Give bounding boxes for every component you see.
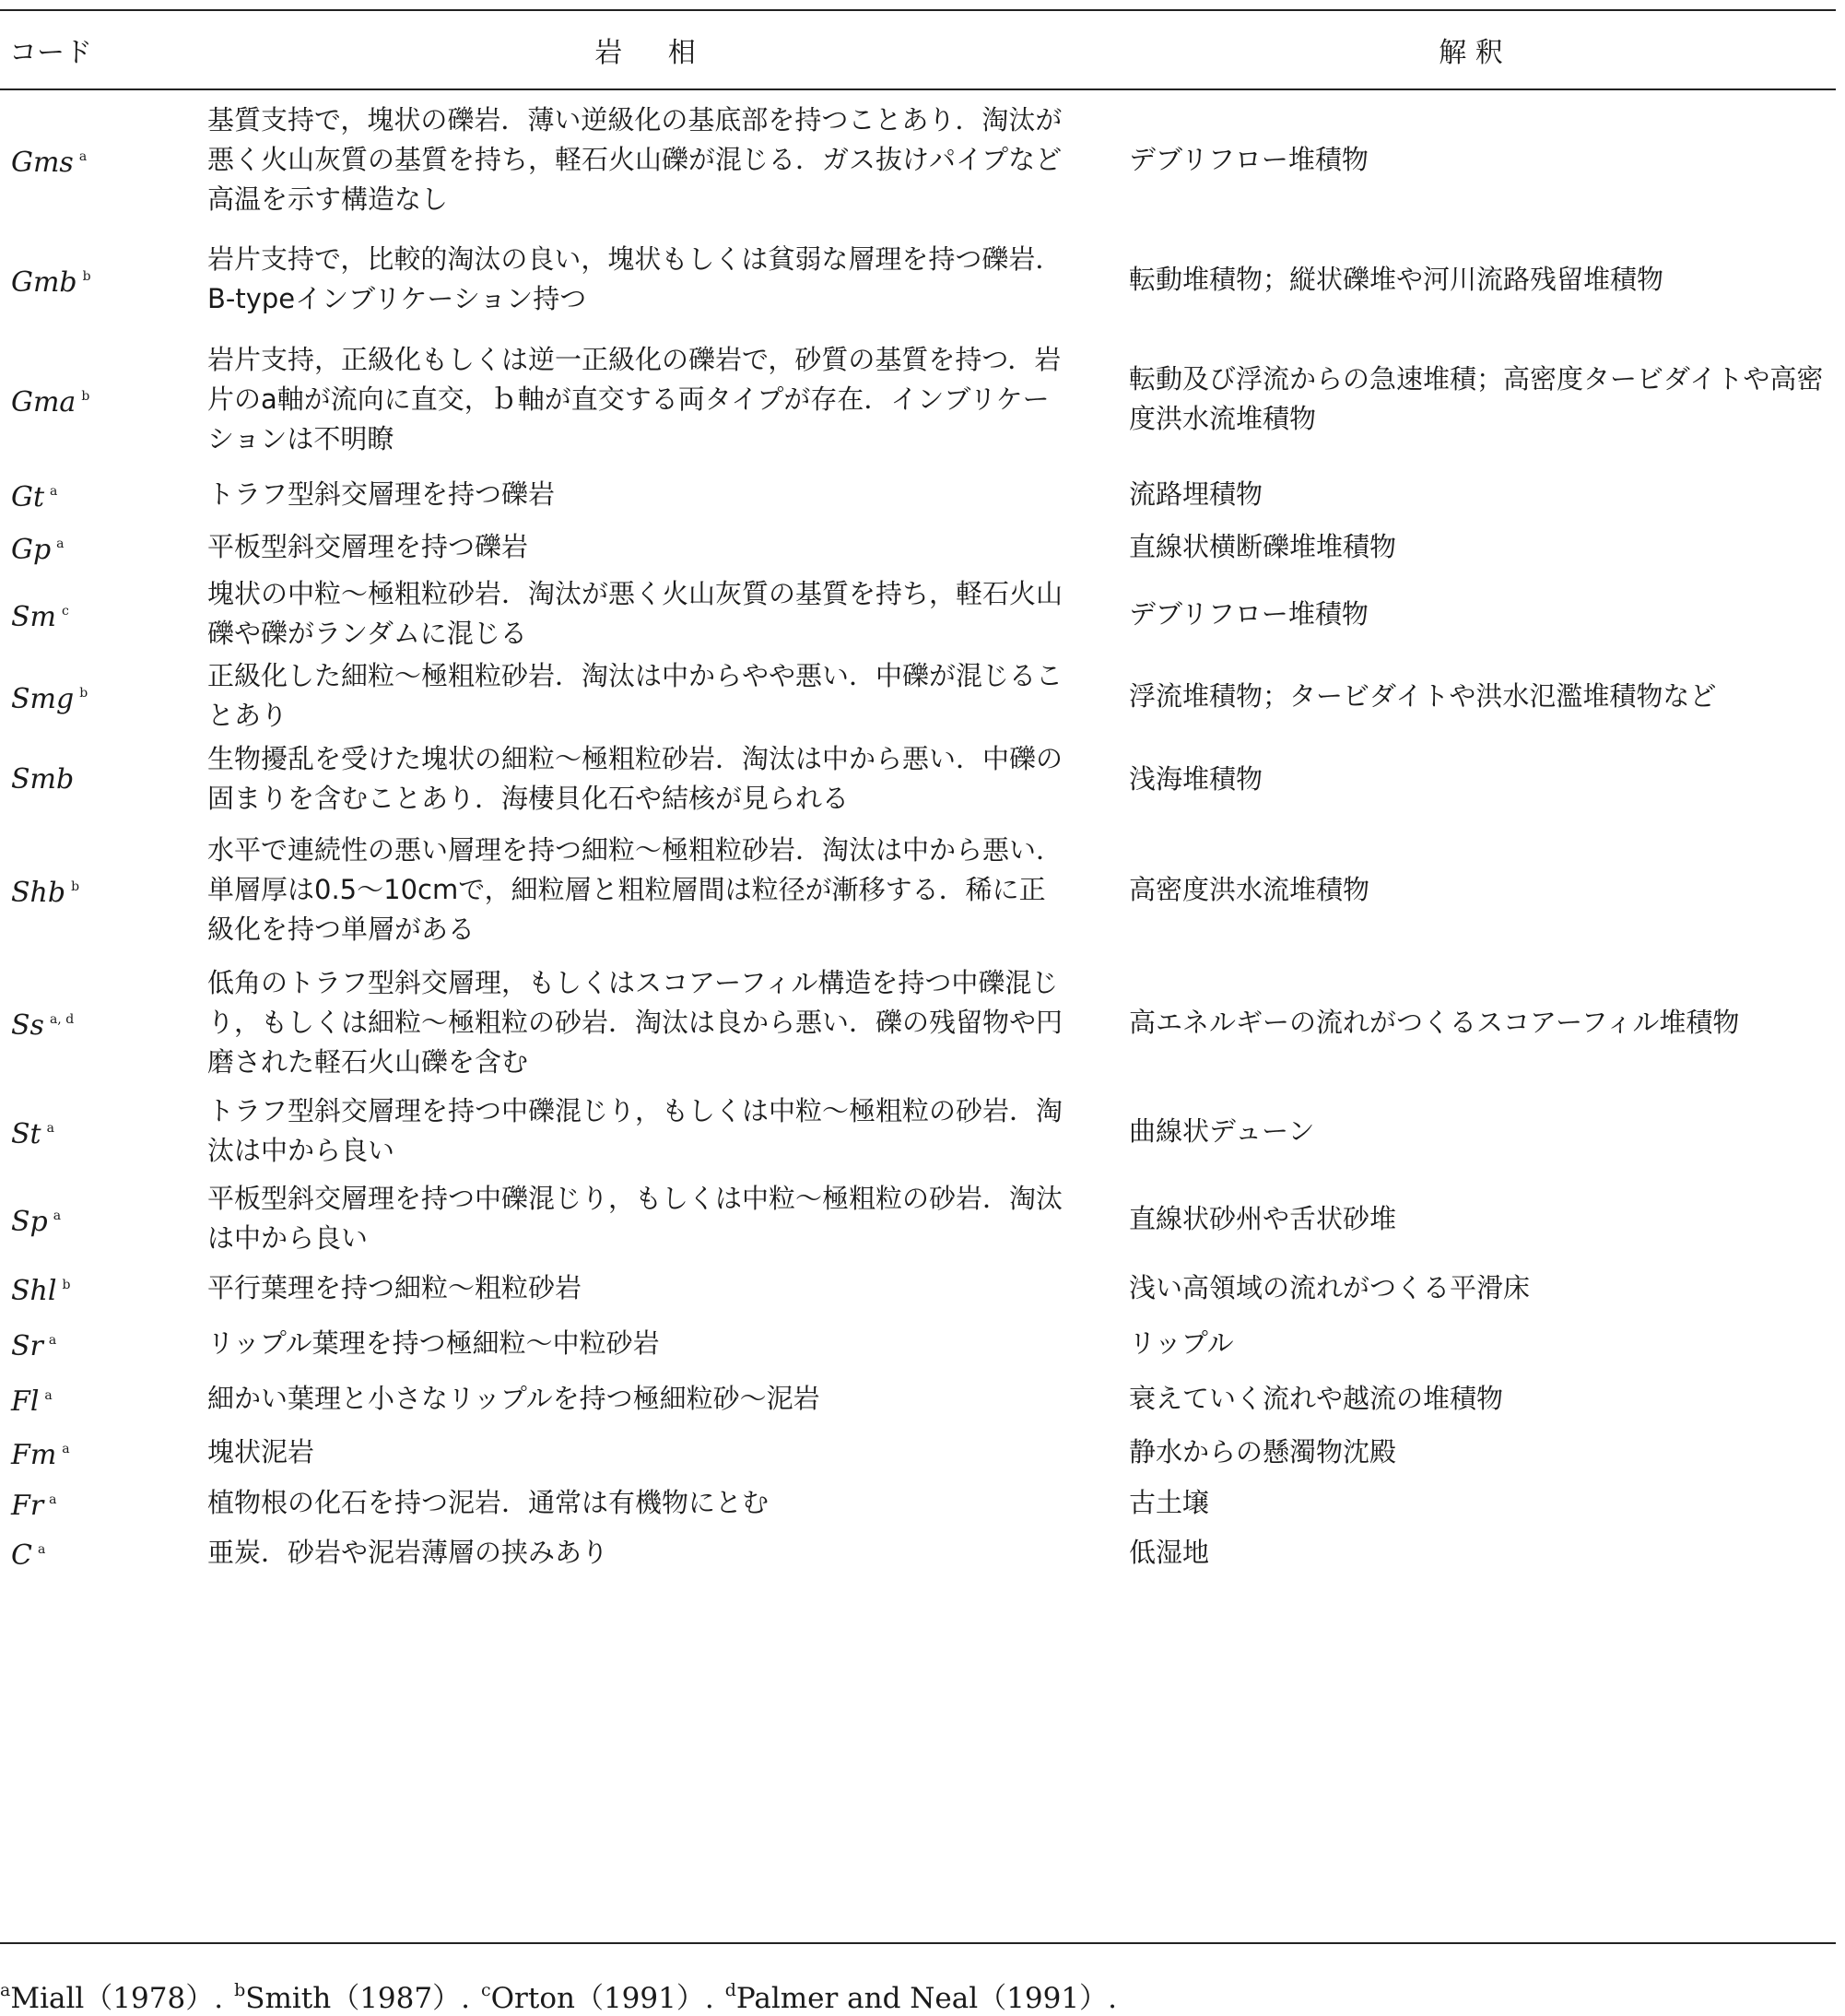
facies-code	[0, 1527, 184, 1577]
interpretation-text: 浮流堆積物；タービダイトや洪水氾濫堆積物など	[1129, 679, 1717, 712]
reference-mark: a	[53, 1208, 62, 1223]
footnote-item	[725, 1982, 1108, 2015]
table-row	[0, 1527, 1836, 1577]
facies-code-text: Sr	[11, 1329, 43, 1362]
footnote-item	[481, 1982, 705, 2015]
header-interpretation: 解 釈	[1106, 10, 1836, 89]
facies-code-text: Gmb	[11, 265, 77, 299]
footnote-text: Smith（1987）	[245, 1982, 462, 2015]
footnote-separator: .	[461, 1982, 470, 2015]
footnote-mark: a	[0, 1980, 11, 2000]
table-row	[0, 89, 1836, 230]
table-header	[0, 10, 1836, 89]
footnote-mark: d	[724, 1980, 736, 2000]
facies-code	[0, 654, 184, 738]
interpretation-text: デブリフロー堆積物	[1129, 597, 1369, 630]
table-row	[0, 1177, 1836, 1260]
table-row	[0, 519, 1836, 574]
lithofacies-description: 岩片支持で，比較的淘汰の良い，塊状もしくは貧弱な層理を持つ礫岩．B-typeインブリケーション持つ	[207, 243, 1063, 314]
reference-mark: a	[48, 1332, 57, 1348]
table-row	[0, 329, 1836, 469]
facies-code-text: Gt	[11, 480, 45, 513]
facies-code-text: C	[11, 1539, 32, 1572]
facies-code	[0, 1371, 184, 1426]
facies-code	[0, 819, 184, 960]
facies-code	[0, 1177, 184, 1260]
facies-code-text: Sp	[11, 1205, 48, 1238]
interpretation-text: デブリフロー堆積物	[1129, 144, 1369, 175]
lithofacies-description: 細かい葉理と小さなリップルを持つ極細粒砂～泥岩	[207, 1382, 820, 1414]
table-row	[0, 230, 1836, 329]
footnote-separator: .	[1108, 1982, 1117, 2015]
reference-mark: a	[49, 1491, 57, 1507]
table-row	[0, 819, 1836, 960]
interpretation-text: 衰えていく流れや越流の堆積物	[1129, 1382, 1504, 1414]
lithofacies-description: 基質支持で，塊状の礫岩．薄い逆級化の基底部を持つことあり．淘汰が悪く火山灰質の基質を持ち，軽石火山礫が混じる．ガス抜けパイプなど高温を示す構造なし	[207, 104, 1063, 215]
reference-mark: a	[62, 1441, 70, 1456]
reference-mark: b	[81, 388, 90, 404]
facies-code	[0, 960, 184, 1085]
facies-code-text: Fr	[11, 1489, 44, 1522]
reference-mark: b	[62, 1277, 71, 1292]
table-body	[0, 89, 1836, 1577]
reference-mark: a	[78, 149, 88, 164]
facies-code	[0, 738, 184, 819]
header-code: コード	[0, 10, 184, 89]
interpretation-text: 古土壌	[1129, 1486, 1210, 1518]
table-row	[0, 469, 1836, 519]
interpretation-text: 静水からの懸濁物沈殿	[1129, 1435, 1397, 1468]
facies-code-text: Smg	[11, 682, 75, 715]
footnote-text: Miall（1978）	[10, 1982, 215, 2015]
footnote-mark: c	[480, 1980, 491, 2000]
lithofacies-description: 平行葉理を持つ細粒～粗粒砂岩	[207, 1271, 582, 1303]
table-row	[0, 1085, 1836, 1177]
facies-code	[0, 1315, 184, 1371]
reference-mark: b	[79, 685, 88, 701]
reference-mark: a	[56, 536, 65, 551]
interpretation-text: 転動堆積物；縦状礫堆や河川流路残留堆積物	[1129, 263, 1664, 295]
lithofacies-description: 平板型斜交層理を持つ中礫混じり，もしくは中粒～極粗粒の砂岩．淘汰は中から良い	[207, 1183, 1064, 1254]
lithofacies-description: トラフ型斜交層理を持つ礫岩	[207, 477, 556, 510]
facies-code-text: Gms	[11, 147, 74, 179]
lithofacies-description: リップル葉理を持つ極細粒～中粒砂岩	[207, 1326, 660, 1359]
lithofacies-description: 岩片支持，正級化もしくは逆一正級化の礫岩で，砂質の基質を持つ．岩片のa軸が流向に直交，ｂ軸が直交する両タイプが存在．インブリケーションは不明瞭	[207, 343, 1062, 454]
interpretation-text: 浅い高領域の流れがつくる平滑床	[1129, 1271, 1531, 1303]
facies-table	[0, 9, 1836, 1577]
interpretation-text: 曲線状デューン	[1129, 1114, 1315, 1147]
facies-code	[0, 1478, 184, 1527]
reference-mark: a	[44, 1387, 53, 1403]
interpretation-text: 直線状横断礫堆堆積物	[1129, 530, 1397, 562]
facies-code	[0, 469, 184, 519]
table-row	[0, 574, 1836, 654]
facies-code-text: Gp	[11, 533, 52, 566]
facies-code-text: Sm	[11, 600, 56, 633]
footnote-separator: .	[214, 1982, 224, 2015]
facies-code-text: Gma	[11, 385, 76, 419]
interpretation-text: 転動及び浮流からの急速堆積；高密度タービダイトや高密度洪水流堆積物	[1129, 363, 1824, 434]
reference-mark: a, d	[49, 1011, 75, 1027]
header-lithofacies: 岩 相	[184, 10, 1106, 89]
footnote-references	[0, 1973, 1128, 2016]
facies-code-text: Fl	[11, 1385, 40, 1418]
lithofacies-description: 正級化した細粒～極粗粒砂岩．淘汰は中からやや悪い．中礫が混じることあり	[207, 660, 1064, 731]
lithofacies-description: 低角のトラフ型斜交層理，もしくはスコアーフィル構造を持つ中礫混じり，もしくは細粒～極粗粒の砂岩．淘汰は良から悪い．礫の残留物や円磨された軽石火山礫を含む	[207, 966, 1064, 1078]
interpretation-text: 流路埋積物	[1129, 477, 1263, 510]
table-bottom-rule	[0, 1942, 1836, 1944]
lithofacies-description: トラフ型斜交層理を持つ中礫混じり，もしくは中粒～極粗粒の砂岩．淘汰は中から良い	[207, 1095, 1064, 1166]
reference-mark: a	[37, 1541, 46, 1557]
reference-mark: a	[46, 1120, 54, 1136]
footnote-mark: b	[234, 1980, 246, 2000]
table-row	[0, 1371, 1836, 1426]
table-row	[0, 738, 1836, 819]
interpretation-text: 直線状砂州や舌状砂堆	[1129, 1202, 1397, 1234]
table-row	[0, 1426, 1836, 1478]
lithofacies-description: 塊状の中粒～極粗粒砂岩．淘汰が悪く火山灰質の基質を持ち，軽石火山礫や礫がランダムに混じる	[207, 578, 1064, 649]
reference-mark: a	[50, 483, 58, 499]
table-row	[0, 654, 1836, 738]
facies-code-text: Shb	[11, 876, 66, 909]
facies-code	[0, 329, 184, 469]
facies-code	[0, 519, 184, 574]
facies-code	[0, 230, 184, 329]
lithofacies-description: 亜炭．砂岩や泥岩薄層の挟みあり	[207, 1536, 609, 1568]
footnote-text: Palmer and Neal（1991）	[735, 1982, 1109, 2015]
footnote-item	[234, 1982, 461, 2015]
facies-code	[0, 574, 184, 654]
table-row	[0, 1315, 1836, 1371]
facies-code-text: St	[11, 1117, 41, 1150]
table-row	[0, 1478, 1836, 1527]
facies-code	[0, 1260, 184, 1315]
footnote-item	[0, 1982, 214, 2015]
footnote-text: Orton（1991）	[490, 1982, 705, 2015]
lithofacies-description: 生物擾乱を受けた塊状の細粒～極粗粒砂岩．淘汰は中から悪い．中礫の固まりを含むことあり．海棲貝化石や結核が見られる	[207, 743, 1064, 814]
interpretation-text: 高密度洪水流堆積物	[1129, 873, 1370, 905]
facies-code	[0, 89, 184, 230]
table-row	[0, 1260, 1836, 1315]
reference-mark: b	[82, 268, 91, 284]
lithofacies-description: 植物根の化石を持つ泥岩．通常は有機物にとむ	[207, 1486, 770, 1518]
facies-code	[0, 1426, 184, 1478]
interpretation-text: 高エネルギーの流れがつくるスコアーフィル堆積物	[1129, 1006, 1740, 1038]
lithofacies-description: 塊状泥岩	[207, 1435, 315, 1468]
reference-mark: b	[71, 878, 80, 894]
interpretation-text: 低湿地	[1129, 1536, 1210, 1568]
reference-mark: c	[62, 603, 69, 619]
header-row	[0, 10, 1836, 89]
lithofacies-description: 平板型斜交層理を持つ礫岩	[207, 530, 529, 562]
facies-code-text: Shl	[11, 1274, 57, 1307]
footnote-separator: .	[704, 1982, 714, 2015]
facies-code-text: Ss	[11, 1008, 44, 1042]
table-row	[0, 960, 1836, 1085]
facies-code	[0, 1085, 184, 1177]
facies-code-text: Smb	[11, 762, 75, 796]
lithofacies-description: 水平で連続性の悪い層理を持つ細粒～極粗粒砂岩．淘汰は中から悪い．単層厚は0.5～10cmで，細粒層と粗粒層間は粒径が漸移する．稀に正級化を持つ単層がある	[207, 833, 1064, 945]
interpretation-text: 浅海堆積物	[1129, 762, 1263, 795]
facies-code-text: Fm	[11, 1438, 57, 1471]
interpretation-text: リップル	[1129, 1326, 1234, 1359]
